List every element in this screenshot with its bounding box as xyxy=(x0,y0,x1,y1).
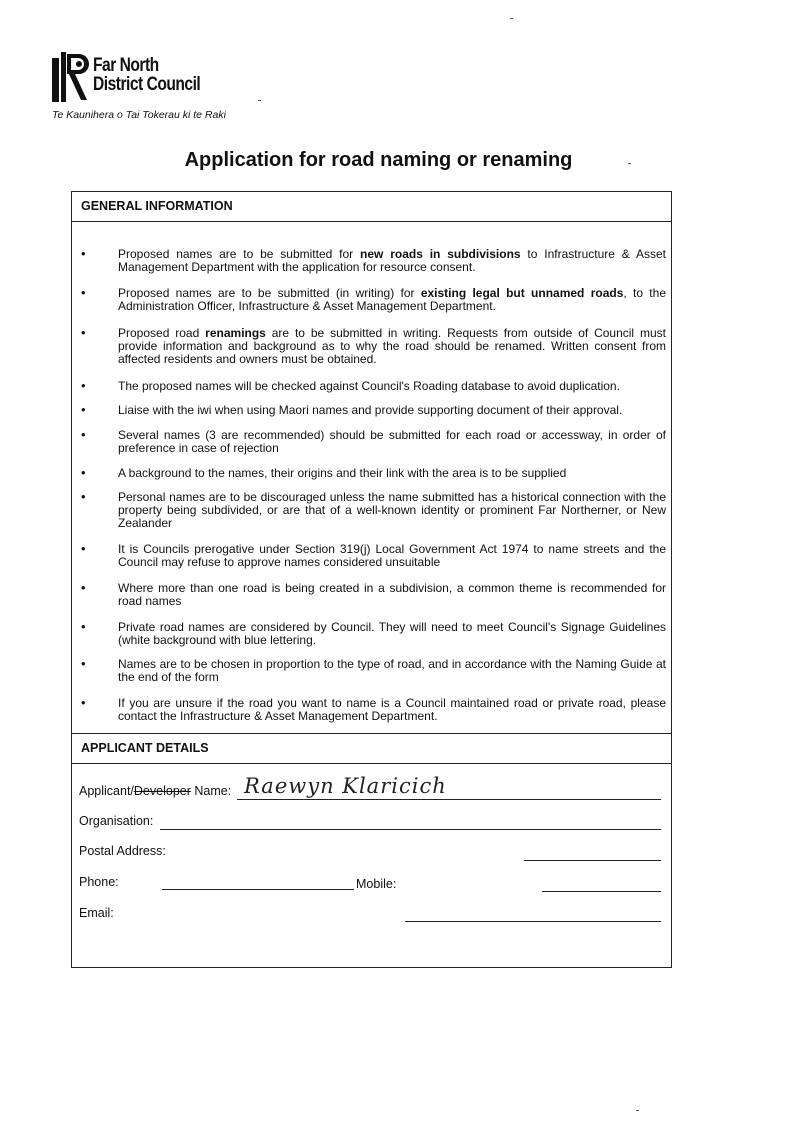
phone-field[interactable] xyxy=(162,889,354,890)
applicant-details-heading: APPLICANT DETAILS xyxy=(72,733,671,764)
bullet-icon: • xyxy=(81,378,86,393)
list-item-text: Proposed road renamings are to be submitted in writing. Requests from outside of Council must provide information and background as to why the road should be renamed. Written consent from affected residents and owners must be obtained. xyxy=(118,326,666,366)
email-label: Email: xyxy=(79,906,114,920)
scan-speck xyxy=(628,163,631,164)
list-item-text: The proposed names will be checked against Council's Roading database to avoid duplication. xyxy=(118,379,620,393)
scan-speck xyxy=(258,100,261,101)
council-emblem-icon xyxy=(52,52,90,102)
list-item-text: Private road names are considered by Council. They will need to meet Council's Signage Guidelines (white background with blue lettering. xyxy=(118,620,666,647)
council-name xyxy=(93,56,200,94)
bullet-icon: • xyxy=(81,580,86,595)
list-item-text: Where more than one road is being created in a subdivision, a common theme is recommended for road names xyxy=(118,581,666,608)
list-item-text: A background to the names, their origins and their link with the area is to be supplied xyxy=(118,466,567,480)
organisation-field[interactable] xyxy=(160,829,661,830)
applicant-name-field[interactable] xyxy=(237,799,661,800)
scan-speck xyxy=(636,1110,639,1111)
postal-address-field[interactable] xyxy=(524,860,661,861)
scan-speck xyxy=(510,18,513,19)
council-name-line2: District Council xyxy=(93,74,201,95)
bullet-icon: • xyxy=(81,695,86,710)
list-item-text: Personal names are to be discouraged unless the name submitted has a historical connection with the property being subdivided, or are that of a well-known identity or prominent Far Northerner, or New Zealander xyxy=(118,490,666,530)
list-item-text: Proposed names are to be submitted for new roads in subdivisions to Infrastructure & Asset Management Department with the application for resource consent. xyxy=(118,247,667,274)
bullet-icon: • xyxy=(81,465,86,480)
email-field[interactable] xyxy=(405,921,661,922)
bullet-icon: • xyxy=(81,489,86,504)
list-item-text: If you are unsure if the road you want to name is a Council maintained road or private road, please contact the Infrastructure & Asset Management Department. xyxy=(118,696,666,723)
list-item-text: Liaise with the iwi when using Maori names and provide supporting document of their approval. xyxy=(118,403,623,417)
applicant-label-text: Applicant/ xyxy=(79,784,134,798)
bullet-icon: • xyxy=(81,402,86,417)
council-tagline: Te Kaunihera o Tai Tokerau ki te Raki xyxy=(52,109,226,121)
mobile-label: Mobile: xyxy=(356,877,397,891)
applicant-name-label xyxy=(79,784,231,798)
applicant-name-value: Raewyn Klaricich xyxy=(244,774,447,798)
mobile-field[interactable] xyxy=(542,891,661,892)
bullet-icon: • xyxy=(81,656,86,671)
developer-label-struck: Developer xyxy=(133,784,191,798)
organisation-label: Organisation: xyxy=(79,814,154,828)
bullet-icon: • xyxy=(81,285,86,300)
phone-label: Phone: xyxy=(79,875,119,889)
bullet-icon: • xyxy=(81,325,86,340)
application-form xyxy=(71,191,672,968)
bullet-icon: • xyxy=(81,246,86,261)
list-item-text: Proposed names are to be submitted (in writing) for existing legal but unnamed roads, to the Administration Officer, Infrastructure & Asset Management Department. xyxy=(118,286,666,313)
bullet-icon: • xyxy=(81,619,86,634)
list-item-text: Several names (3 are recommended) should be submitted for each road or accessway, in order of preference in case of rejection xyxy=(118,428,666,455)
name-label-text: Name: xyxy=(190,784,232,798)
list-item-text: It is Councils prerogative under Section 319(j) Local Government Act 1974 to name streets and the Council may refuse to approve names considered unsuitable xyxy=(118,542,666,569)
list-item-text: Names are to be chosen in proportion to the type of road, and in accordance with the Naming Guide at the end of the form xyxy=(118,657,666,684)
bullet-icon: • xyxy=(81,541,86,556)
bullet-icon: • xyxy=(81,427,86,442)
council-name-line1: Far North xyxy=(93,55,159,76)
postal-address-label: Postal Address: xyxy=(79,844,166,858)
council-logo xyxy=(52,52,252,122)
general-information-heading: GENERAL INFORMATION xyxy=(72,192,671,222)
page-title: Application for road naming or renaming xyxy=(184,149,573,171)
